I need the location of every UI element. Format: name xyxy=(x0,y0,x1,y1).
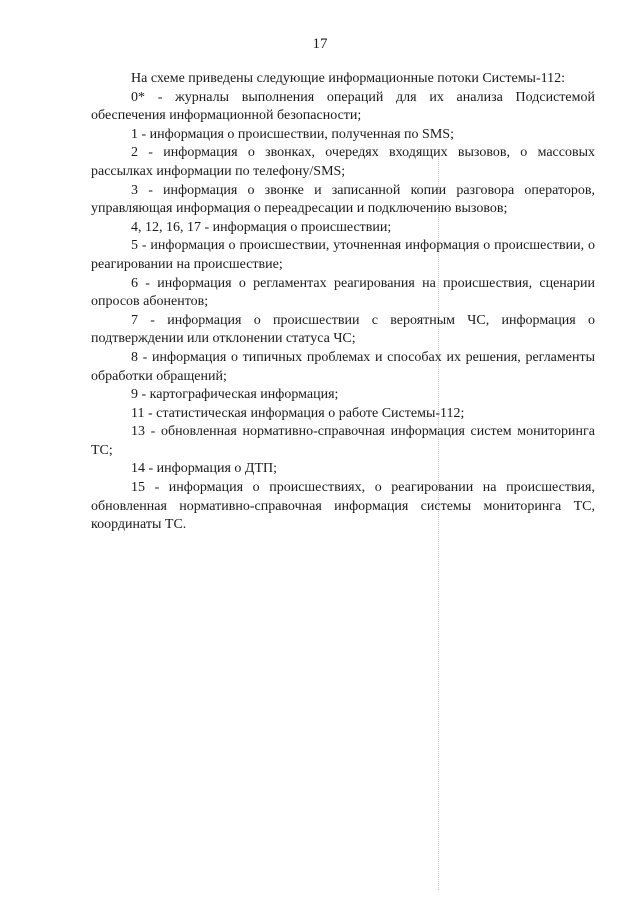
paragraph-flow-15: 15 - информация о происшествиях, о реагировании на происшествия, обновленная нормативно-справочная информация системы мониторинга ТС, координаты ТС. xyxy=(91,480,595,533)
body-text xyxy=(91,70,595,535)
paragraph-flow-1: 1 - информация о происшествии, полученная по SMS; xyxy=(131,126,454,142)
paragraph-flow-4-12-16-17: 4, 12, 16, 17 - информация о происшествии; xyxy=(131,219,392,235)
paragraph-flow-11: 11 - статистическая информация о работе Системы-112; xyxy=(131,405,465,421)
paragraph-flow-14: 14 - информация о ДТП; xyxy=(131,461,278,477)
paragraph-flow-5: 5 - информация о происшествии, уточненная информация о происшествии, о реагировании на происшествие; xyxy=(91,238,595,272)
paragraph-flow-6: 6 - информация о регламентах реагирования на происшествия, сценарии опросов абонентов; xyxy=(91,275,595,310)
paragraph-flow-8: 8 - информация о типичных проблемах и способах их решения, регламенты обработки обращений; xyxy=(91,349,595,384)
paragraph-flow-3: 3 - информация о звонке и записанной копии разговора операторов, управляющая информация о переадресации и подключению вызовов; xyxy=(91,182,595,217)
page-number: 17 xyxy=(312,36,328,52)
paragraph-intro: На схеме приведены следующие информационные потоки Системы-112: xyxy=(131,71,565,86)
paragraph-flow-2: 2 - информация о звонках, очередях входящих вызовов, о массовых рассылках информации по телефону/SMS; xyxy=(91,145,595,179)
paragraph-flow-9: 9 - картографическая информация; xyxy=(131,387,339,403)
paragraph-flow-7: 7 - информация о происшествии с вероятным ЧС, информация о подтверждении или отклонении статуса ЧС; xyxy=(91,312,595,347)
paragraph-flow-13: 13 - обновленная нормативно-справочная информация систем мониторинга ТС; xyxy=(91,424,595,458)
paragraph-flow-0: 0* - журналы выполнения операций для их анализа Подсистемой обеспечения информационной безопасности; xyxy=(91,89,595,124)
